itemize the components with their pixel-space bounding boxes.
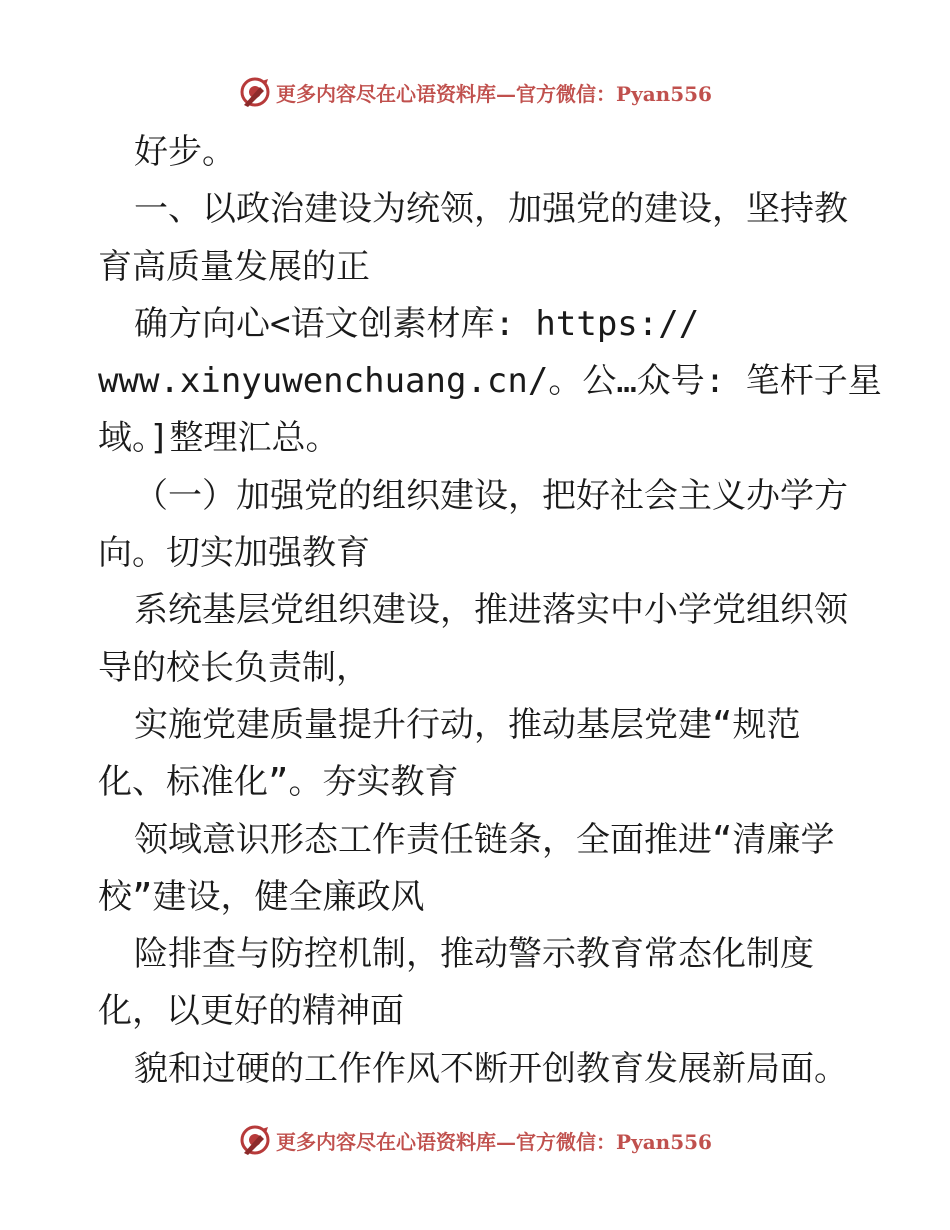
text-line: （一）加强党的组织建设，把好社会主义办学方: [134, 475, 848, 516]
text-line: 好步。: [134, 132, 236, 172]
text-line: 向。切实加强教育: [98, 533, 370, 574]
text-line: www.xinyuwenchuang.cn/。公…众号: 笔杆子星: [98, 361, 882, 402]
footer-watermark-text: 更多内容尽在心语资料库—官方微信：Pyan556: [276, 1129, 712, 1154]
text-line: 险排查与防控机制，推动警示教育常态化制度: [134, 934, 814, 975]
text-line: 一、以政治建设为统领，加强党的建设，坚持教: [134, 189, 848, 230]
text-line: 育高质量发展的正: [98, 246, 370, 287]
header-watermark: [0, 72, 950, 112]
text-line: 貌和过硬的工作作风不断开创教育发展新局面。: [134, 1048, 848, 1089]
text-line: 实施党建质量提升行动，推动基层党建“规范: [134, 704, 801, 745]
header-watermark-text: 更多内容尽在心语资料库—官方微信：Pyan556: [276, 81, 712, 106]
text-line: 域。]整理汇总。: [98, 418, 340, 459]
text-line: 化，以更好的精神面: [98, 991, 404, 1032]
text-line: 确方向心<语文创素材库: https://: [134, 303, 700, 344]
text-line: 系统基层党组织建设，推进落实中小学党组织领: [134, 590, 848, 631]
text-line: 导的校长负责制，: [98, 647, 370, 688]
text-line: 校”建设，健全廉政风: [98, 876, 425, 917]
document-body: [98, 124, 882, 1098]
footer-watermark: [0, 1120, 950, 1160]
quill-logo-icon: [238, 75, 272, 109]
text-line: 化、标准化”。夯实教育: [98, 762, 459, 803]
text-line: 领域意识形态工作责任链条，全面推进“清廉学: [134, 819, 835, 860]
quill-logo-icon: [238, 1123, 272, 1157]
